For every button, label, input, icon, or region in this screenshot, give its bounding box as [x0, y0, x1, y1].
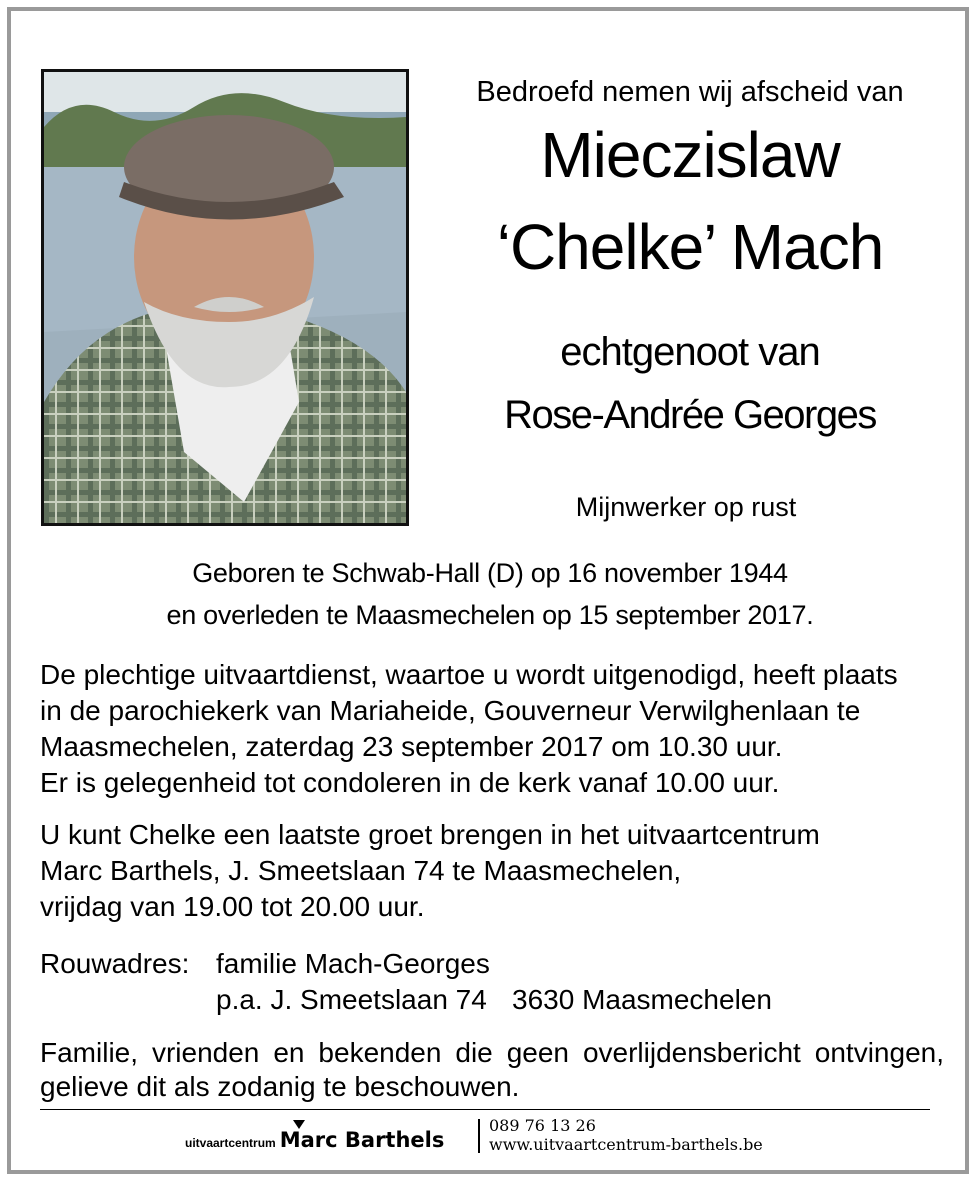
farewell-line: vrijdag van 19.00 tot 20.00 uur. — [40, 891, 425, 922]
spouse-relation: echtgenoot van — [560, 330, 820, 374]
service-line: Maasmechelen, zaterdag 23 september 2017 om 10.30 uur. — [40, 731, 783, 762]
divider-line — [40, 1109, 930, 1110]
funeral-home-logo — [185, 1128, 444, 1152]
closing-line-2: gelieve dit als zodanig te beschouwen. — [40, 1071, 520, 1102]
deceased-first-name: Mieczislaw — [540, 119, 840, 191]
occupation: Mijnwerker op rust — [575, 492, 797, 522]
service-line: Er is gelegenheid tot condoleren in de kerk vanaf 10.00 uur. — [40, 767, 780, 798]
footer-phone: 089 76 13 26 — [489, 1116, 596, 1135]
address-street: p.a. J. Smeetslaan 74 — [216, 984, 487, 1015]
death-line: en overleden te Maasmechelen op 15 september 2017. — [166, 600, 814, 630]
address-family: familie Mach-Georges — [216, 948, 490, 979]
logo-brand-name: Marc Barthels — [279, 1128, 445, 1152]
logo-small-text: uitvaartcentrum — [185, 1136, 276, 1150]
intro-text: Bedroefd nemen wij afscheid van — [476, 76, 904, 108]
logo-triangle-icon — [293, 1120, 305, 1129]
service-paragraph — [40, 657, 940, 801]
service-line: in de parochiekerk van Mariaheide, Gouverneur Verwilghenlaan te — [40, 695, 861, 726]
farewell-line: U kunt Chelke een laatste groet brengen in het uitvaartcentrum — [40, 819, 820, 850]
farewell-line: Marc Barthels, J. Smeetslaan 74 te Maasmechelen, — [40, 855, 682, 886]
closing-line-1: Familie, vrienden en bekenden die geen overlijdensbericht ontvingen, — [40, 1037, 944, 1068]
footer-website: www.uitvaartcentrum-barthels.be — [489, 1135, 763, 1154]
spouse-name: Rose-Andrée Georges — [504, 393, 876, 437]
deceased-nickname-surname: ‘Chelke’ Mach — [496, 211, 884, 283]
portrait-photo — [41, 69, 409, 526]
footer-contact — [489, 1116, 763, 1154]
address-label: Rouwadres: — [40, 948, 190, 979]
address-city: 3630 Maasmechelen — [512, 984, 772, 1015]
birth-line: Geboren te Schwab-Hall (D) op 16 november 1944 — [192, 558, 788, 588]
farewell-paragraph — [40, 817, 940, 925]
footer-separator — [478, 1119, 480, 1153]
service-line: De plechtige uitvaartdienst, waartoe u wordt uitgenodigd, heeft plaats — [40, 659, 898, 690]
